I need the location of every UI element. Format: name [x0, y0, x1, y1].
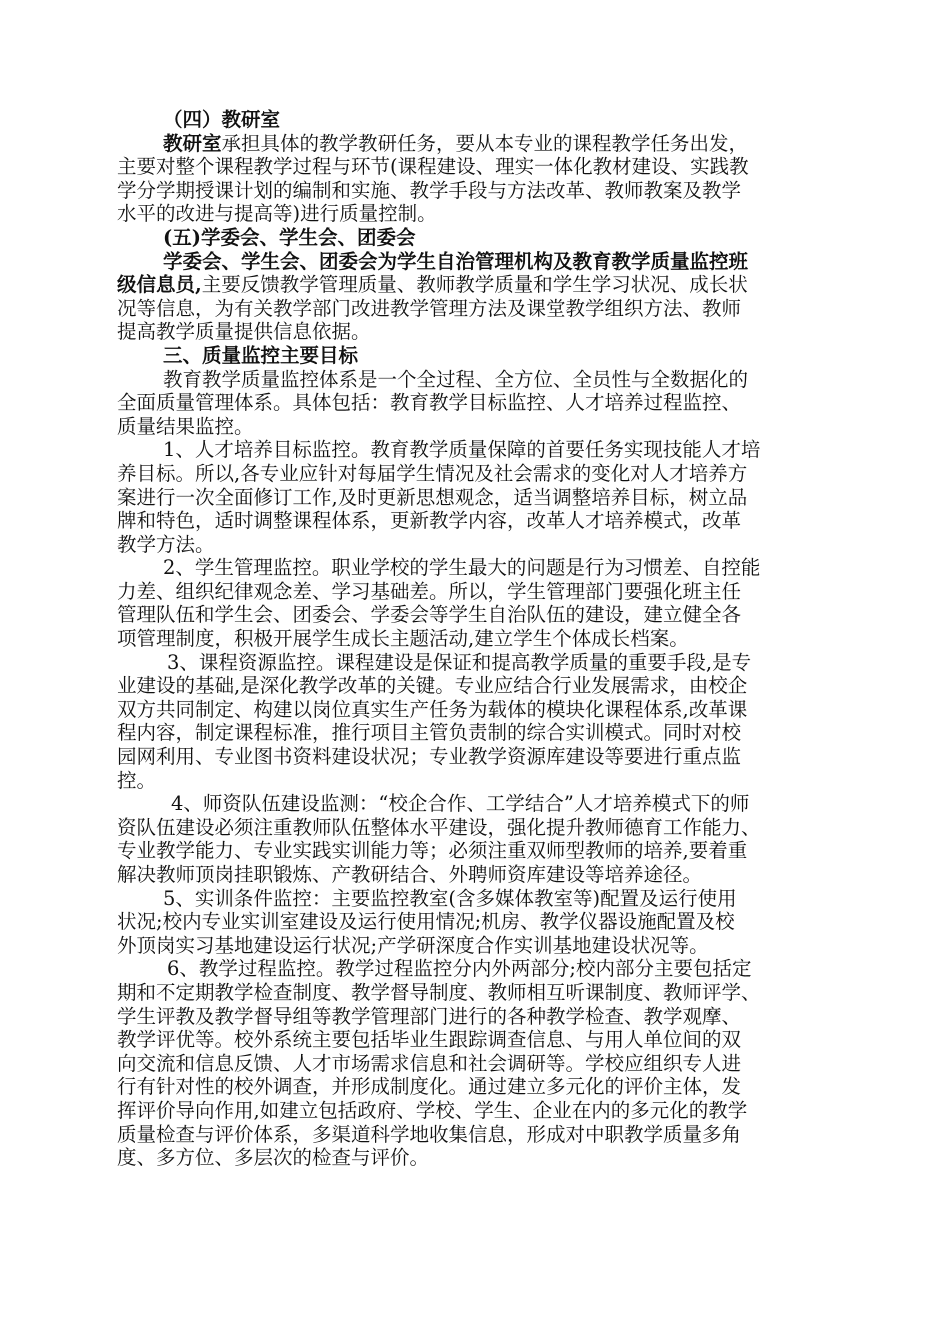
- para-line: 资队伍建设必须注重教师队伍整体水平建设，强化提升教师德育工作能力、: [117, 815, 761, 839]
- para-line: 1、人才培养目标监控。教育教学质量保障的首要任务实现技能人才培: [163, 438, 761, 462]
- para-line: 教学方法。: [117, 532, 215, 556]
- para-line: 3、课程资源监控。课程建设是保证和提高教学质量的重要手段,是专: [167, 650, 752, 674]
- para-line: 状况;校内专业实训室建设及运行使用情况;机房、教学仪器设施配置及校: [117, 910, 735, 934]
- para-line: 管理队伍和学生会、团委会、学委会等学生自治队伍的建设，建立健全各: [117, 603, 742, 627]
- para-line: 业建设的基础,是深化教学改革的关键。专业应结合行业发展需求，由校企: [117, 674, 748, 698]
- para-line: 期和不定期教学检查制度、教学督导制度、教师相互听课制度、教师评学、: [117, 980, 761, 1004]
- para-line: 行有针对性的校外调查，并形成制度化。通过建立多元化的评价主体，发: [117, 1075, 742, 1099]
- text-run: 承担具体的教学教研任务，要从本专业的课程教学任务出发，: [221, 131, 749, 155]
- para-line: 主要对整个课程教学过程与环节(课程建设、理实一体化教材建设、实践教: [117, 155, 749, 179]
- para-line: 度、多方位、多层次的检查与评价。: [117, 1146, 430, 1170]
- para-line: 教学评优等。校外系统主要包括毕业生跟踪调查信息、与用人单位间的双: [117, 1028, 742, 1052]
- para-line: 挥评价导向作用,如建立包括政府、学校、学生、企业在内的多元化的教学: [117, 1098, 748, 1122]
- para-line: 专业教学能力、专业实践实训能力等；必须注重双师型教师的培养,要着重: [117, 839, 748, 863]
- para-line: 学分学期授课计划的编制和实施、教学手段与方法改革、教师教案及教学: [117, 178, 742, 202]
- para-line: 案进行一次全面修订工作,及时更新思想观念，适当调整培养目标，树立品: [117, 485, 748, 509]
- para-line: 水平的改进与提高等)进行质量控制。: [117, 202, 437, 226]
- para-line: 学生评教及教学督导组等教学管理部门进行的各种教学检查、教学观摩、: [117, 1004, 742, 1028]
- para-line: 6、教学过程监控。教学过程监控分内外两部分;校内部分主要包括定: [167, 957, 752, 981]
- para-line: 5、实训条件监控：主要监控教室(含多媒体教室等)配置及运行使用: [163, 886, 737, 910]
- para-line: [117, 132, 867, 156]
- para-line: 4、师资队伍建设监测：“校企合作、工学结合”人才培养模式下的师: [171, 792, 750, 816]
- para-line: 向交流和信息反馈、人才市场需求信息和社会调研等。学校应组织专人进: [117, 1051, 742, 1075]
- para-line: 双方共同制定、构建以岗位真实生产任务为载体的模块化课程体系,改革课: [117, 697, 748, 721]
- heading-4-jiaoyanshi: （四）教研室: [163, 108, 281, 131]
- heading-5-committees: (五)学委会、学生会、团委会: [163, 225, 416, 249]
- para-line: 程内容，制定课程标准，推行项目主管负责制的综合实训模式。同时对校: [117, 721, 742, 745]
- para-line: 养目标。所以,各专业应针对每届学生情况及社会需求的变化对人才培养方: [117, 461, 748, 485]
- document-page: [117, 108, 867, 1170]
- para-line: 提高教学质量提供信息依据。: [117, 320, 371, 344]
- para-line: 牌和特色，适时调整课程体系，更新教学内容，改革人才培养模式，改革: [117, 509, 742, 533]
- para-line: 质量结果监控。: [117, 414, 254, 438]
- para-line: 控。: [117, 768, 157, 792]
- para-line: 外顶岗实习基地建设运行状况;产学研深度合作实训基地建设状况等。: [117, 933, 709, 957]
- bold-run: 教研室: [163, 131, 222, 155]
- para-line: 园网利用、专业图书资料建设状况；专业教学资源库建设等要进行重点监: [117, 745, 742, 769]
- text-run: 主要反馈教学管理质量、教师教学质量和学生学习状况、成长状: [201, 273, 748, 297]
- para-line: 2、学生管理监控。职业学校的学生最大的问题是行为习惯差、自控能: [163, 556, 761, 580]
- para-line: 力差、组织纪律观念差、学习基础差。所以，学生管理部门要强化班主任: [117, 579, 742, 603]
- para-line: 质量检查与评价体系，多渠道科学地收集信息，形成对中职教学质量多角: [117, 1122, 742, 1146]
- bold-run: 级信息员,: [117, 273, 202, 297]
- para-line: 解决教师顶岗挂职锻炼、产教研结合、外聘师资库建设等培养途径。: [117, 863, 703, 886]
- para-line: 项管理制度，积极开展学生成长主题活动,建立学生个体成长档案。: [117, 627, 689, 651]
- para-line: 教育教学质量监控体系是一个全过程、全方位、全员性与全数据化的: [163, 367, 749, 391]
- para-line: 况等信息，为有关教学部门改进教学管理方法及课堂教学组织方法、教师: [117, 296, 742, 320]
- para-line: 学委会、学生会、团委会为学生自治管理机构及教育教学质量监控班: [163, 249, 749, 273]
- para-line: 全面质量管理体系。具体包括：教育教学目标监控、人才培养过程监控、: [117, 391, 742, 415]
- para-line: [117, 273, 867, 297]
- heading-section-3: 三、质量监控主要目标: [163, 343, 359, 367]
